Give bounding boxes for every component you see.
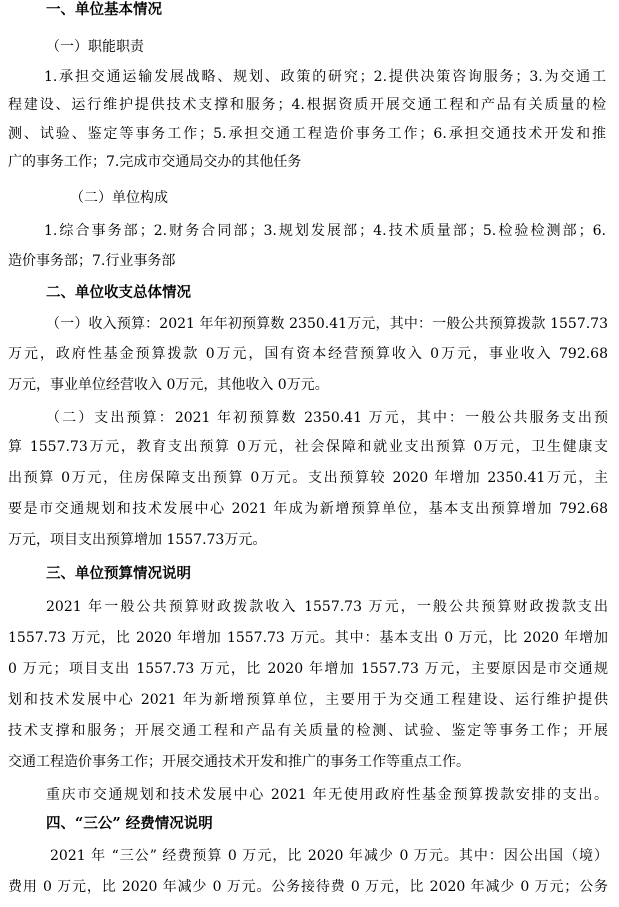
income-line-3: 万元，事业单位经营收入 0万元，其他收入 0万元。: [8, 377, 329, 393]
three-public-line-2: 费用 0 万元，比 2020 年减少 0 万元。公务接待费 0 万元，比 2020 年减少 0 万元；公务: [8, 879, 608, 895]
section-4-heading: 四、“三公” 经费情况说明: [46, 815, 213, 832]
section-2-heading: 二、单位收支总体情况: [46, 284, 191, 301]
section-3-heading: 三、单位预算情况说明: [46, 565, 191, 582]
budget-para-line-6: 交通工程造价事务工作；开展交通技术开发和推广的事务工作等重点工作。: [8, 754, 470, 770]
functions-line-3: 测、试验、鉴定等事务工作；5.承担交通工程造价事务工作；6.承担交通技术开发和推: [8, 126, 606, 142]
budget-para-line-2: 1557.73 万元，比 2020 年增加 1557.73 万元。其中：基本支出 0 万元，比 2020 年增加: [8, 630, 608, 646]
functions-line-4: 广的事务工作；7.完成市交通局交办的其他任务: [8, 154, 302, 170]
section-1-sub2-heading: （二）单位构成: [70, 190, 168, 206]
departments-line-1: 1.综合事务部；2.财务合同部；3.规划发展部；4.技术质量部；5.检验检测部；6.: [44, 223, 606, 239]
budget-para-line-1: 2021 年一般公共预算财政拨款收入 1557.73 万元，一般公共预算财政拨款支出: [46, 599, 608, 615]
budget-para-line-3: 0 万元；项目支出 1557.73 万元，比 2020 年增加 1557.73 万元，主要原因是市交通规: [8, 661, 608, 677]
budget-para-line-5: 技术支撑和服务；开展交通工程和产品有关质量的检测、试验、鉴定等事务工作；开展: [8, 723, 608, 739]
section-1-sub1-heading: （一）职能职责: [46, 39, 144, 55]
expense-line-5: 万元，项目支出预算增加 1557.73万元。: [8, 532, 267, 548]
expense-line-2: 算 1557.73万元，教育支出预算 0万元，社会保障和就业支出预算 0万元，卫生健康支: [8, 439, 608, 455]
income-line-2: 万元，政府性基金预算拨款 0万元，国有资本经营预算收入 0万元，事业收入 792.68: [8, 346, 608, 362]
functions-line-1: 1.承担交通运输发展战略、规划、政策的研究；2.提供决策咨询服务；3.为交通工: [44, 69, 606, 85]
section-1-heading: 一、单位基本情况: [46, 1, 162, 18]
fund-para-line-1: 重庆市交通规划和技术发展中心 2021 年无使用政府性基金预算拨款安排的支出。: [46, 787, 608, 803]
expense-line-4: 要是市交通规划和技术发展中心 2021 年成为新增预算单位，基本支出预算增加 792.68: [8, 501, 608, 517]
departments-line-2: 造价事务部；7.行业事务部: [8, 253, 176, 269]
budget-para-line-4: 划和技术发展中心 2021 年为新增预算单位，主要用于为交通工程建设、运行维护提供: [8, 692, 608, 708]
expense-line-3: 出预算 0万元，住房保障支出预算 0万元。支出预算较 2020 年增加 2350.41万元，主: [8, 470, 608, 486]
income-line-1: （一）收入预算：2021 年年初预算数 2350.41万元，其中：一般公共预算拨款 1557.73: [46, 316, 608, 332]
expense-line-1: （二）支出预算：2021 年初预算数 2350.41 万元，其中：一般公共服务支出预: [46, 410, 608, 426]
functions-line-2: 程建设、运行维护提供技术支撑和服务；4.根据资质开展交通工程和产品有关质量的检: [8, 97, 606, 113]
three-public-line-1: 2021 年 “三公” 经费预算 0 万元，比 2020 年减少 0 万元。其中：因公出国（境）: [50, 848, 608, 864]
